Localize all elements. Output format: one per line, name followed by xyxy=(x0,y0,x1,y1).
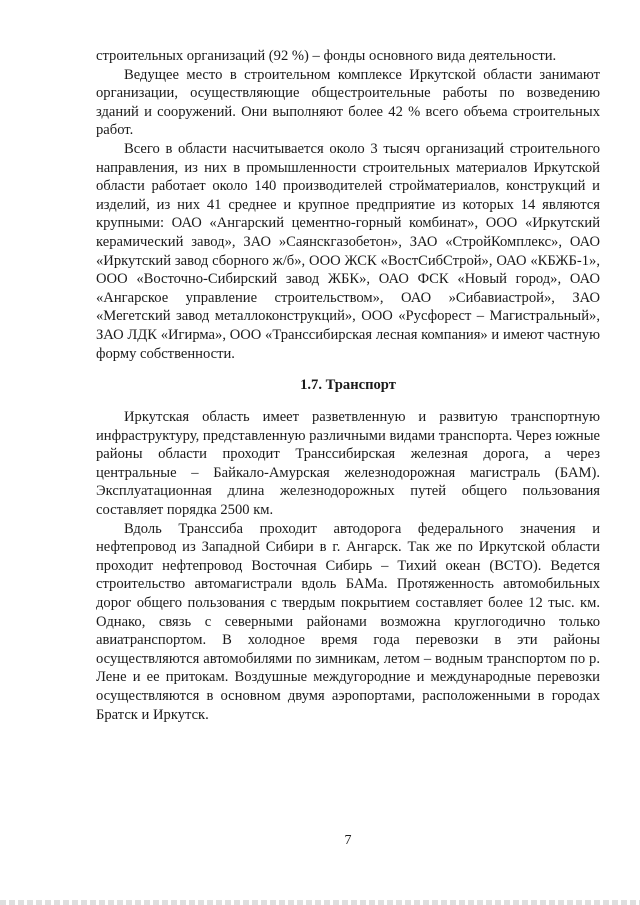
paragraph-organizations-list: Всего в области насчитывается около 3 тысяч организаций строительного направления, из них в промышленности строительных материалов Иркутской области работает около 140 производителей стройматериалов, конструкций и изделий, из них 41 среднее и крупное предприятие из которых 14 являются крупными: ОАО «Ангарский цементно-горный комбинат», ООО «Иркутский керамический завод», ЗАО »Саянскгазобетон», ЗАО «СтройКомплекс», ОАО «Иркутский завод сборного ж/б», ООО ЖСК «ВостСибСтрой», ОАО «КБЖБ-1», ООО «Восточно-Сибирский завод ЖБК», ОАО ФСК «Новый город», ОАО «Ангарское управление строительством», ОАО »Сибавиастрой», ЗАО «Мегетский завод металлоконструкций», ООО «Русфорест – Магистральный», ЗАО ЛДК «Игирма», ООО «Транссибирская лесная компания» и имеют частную форму собственности. xyxy=(96,140,600,362)
page-number: 7 xyxy=(344,833,352,848)
text-block-transport xyxy=(96,408,600,724)
paragraph-transport-roads: Вдоль Транссиба проходит автодорога федерального значения и нефтепровод из Западной Сибири в г. Ангарск. Так же по Иркутской области проходит нефтепровод Восточная Сибирь – Тихий океан (ВСТО). Ведется строительство автомагистрали вдоль БАМа. Протяженность автомобильных дорог общего пользования с твердым покрытием составляет более 12 тыс. км. Однако, связь с северными районами возможна круглогодично только авиатранспортом. В холодное время года перевозки в эти районы осуществляются автомобилями по зимникам, летом – водным транспортом по р. Лене и ее притокам. Воздушные междугородние и международные перевозки осуществляются в основном двумя аэропортами, расположенными в городах Братск и Иркутск. xyxy=(96,520,600,723)
paragraph-continuation: строительных организаций (92 %) – фонды основного вида деятельности. xyxy=(96,48,557,64)
scan-edge-artifact xyxy=(0,900,640,905)
paragraph-leading-organizations: Ведущее место в строительном комплексе Иркутской области занимают организации, осуществляющие общестроительные работы по возведению зданий и сооружений. Они выполняют более 42 % всего объема строительных работ. xyxy=(96,66,600,139)
paragraph-transport-infrastructure: Иркутская область имеет разветвленную и развитую транспортную инфраструктуру, представленную различными видами транспорта. Через южные районы области проходит Транссибирская железная дорога, а через центральные – Байкало-Амурская железнодорожная магистраль (БАМ). Эксплуатационная длина железнодорожных путей общего пользования составляет порядка 2500 км. xyxy=(96,409,600,518)
section-heading-transport: 1.7. Транспорт xyxy=(300,377,396,393)
text-block-construction xyxy=(96,47,600,363)
